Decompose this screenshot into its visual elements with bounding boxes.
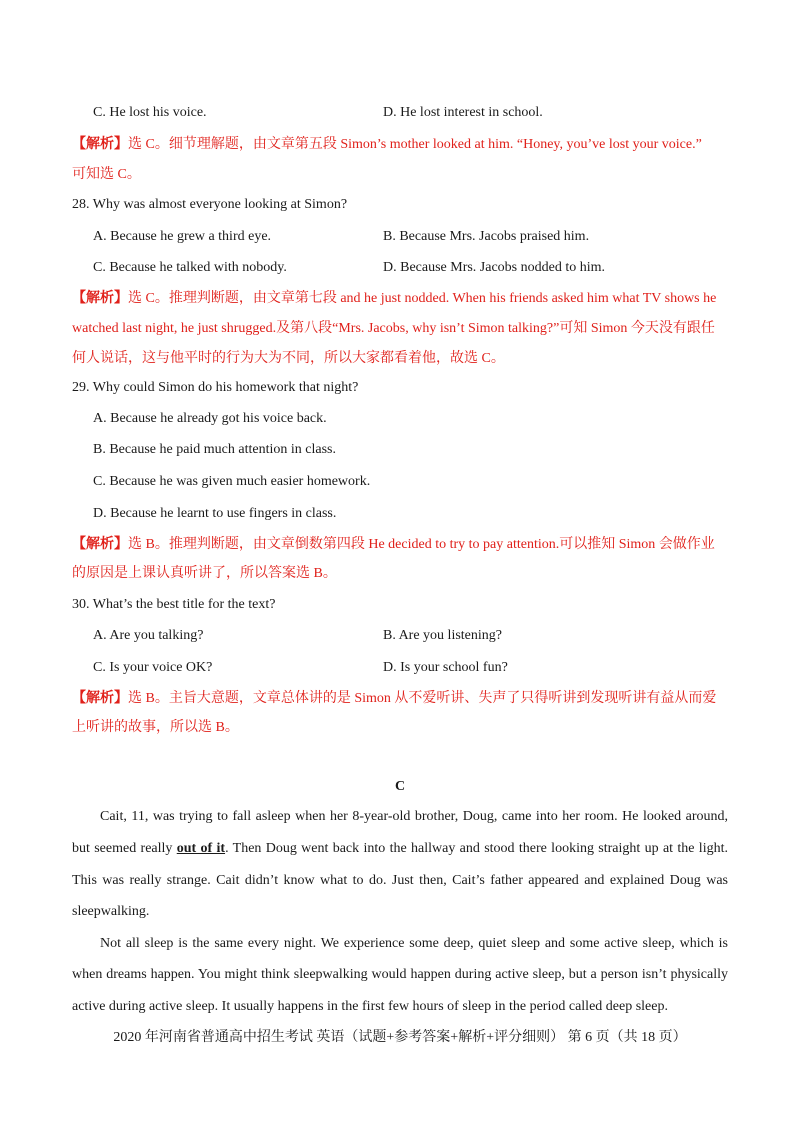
analysis-tag: 【解析】 — [72, 291, 128, 306]
passage-p1-line-1: Cait, 11, was trying to fall asleep when her 8-year-old brother, Doug, came into her room. He looked around, — [100, 809, 728, 824]
q29-stem: 29. Why could Simon do his homework that night? — [72, 380, 359, 395]
q30-option-d: D. Is your school fun? — [383, 660, 508, 675]
q28-analysis-line-2: watched last night, he just shrugged.及第八段“Mrs. Jacobs, why isn’t Simon talking?”可知 Simon 今天没有跟任 — [72, 321, 715, 336]
passage-p1-line-3: This was really strange. Cait didn’t know what to do. Just then, Cait’s father appeared and explained Doug was — [72, 873, 728, 888]
q30-analysis-line-2: 上听讲的故事，所以选 B。 — [72, 720, 239, 735]
q30-analysis-line-1 — [72, 690, 716, 708]
q29-option-b: B. Because he paid much attention in class. — [93, 442, 336, 457]
page-footer: 2020 年河南省普通高中招生考试 英语（试题+参考答案+解析+评分细则） 第 6 页（共 18 页） — [113, 1030, 687, 1045]
q30-option-a: A. Are you talking? — [93, 628, 204, 643]
analysis-tag: 【解析】 — [72, 537, 128, 552]
passage-text: but seemed really — [72, 841, 177, 856]
analysis-text: 选 C。细节理解题，由文章第五段 Simon’s mother looked at him. “Honey, you’ve lost your voice.” — [128, 137, 702, 152]
q30-option-c: C. Is your voice OK? — [93, 660, 213, 675]
q28-option-d: D. Because Mrs. Jacobs nodded to him. — [383, 260, 606, 275]
q30-option-b: B. Are you listening? — [383, 628, 502, 643]
analysis-tag: 【解析】 — [72, 137, 128, 152]
passage-p2-line-3: active during active sleep. It usually happens in the first few hours of sleep in the period called deep sleep. — [72, 999, 668, 1014]
underlined-phrase: out of it — [176, 841, 226, 856]
q28-analysis-line-3: 何人说话，这与他平时的行为大为不同，所以大家都看着他，故选 C。 — [72, 351, 505, 366]
q28-analysis-line-1 — [72, 290, 716, 308]
q27-option-d: D. He lost interest in school. — [383, 105, 543, 120]
q30-stem: 30. What’s the best title for the text? — [72, 597, 276, 612]
q28-option-a: A. Because he grew a third eye. — [93, 229, 272, 244]
passage-p2-line-1: Not all sleep is the same every night. We experience some deep, quiet sleep and some active sleep, which is — [100, 936, 728, 951]
q27-analysis-line-1 — [72, 136, 702, 154]
section-heading: C — [394, 779, 406, 794]
passage-p2-line-2: when dreams happen. You might think sleepwalking would happen during active sleep, but a person isn’t physically — [72, 967, 728, 982]
analysis-text: 选 B。推理判断题，由文章倒数第四段 He decided to try to pay attention.可以推知 Simon 会做作业 — [128, 537, 715, 552]
passage-p1-line-2 — [72, 840, 728, 858]
q29-analysis-line-2: 的原因是上课认真听讲了，所以答案选 B。 — [72, 566, 337, 581]
q29-option-c: C. Because he was given much easier homework. — [93, 474, 371, 489]
q28-option-b: B. Because Mrs. Jacobs praised him. — [383, 229, 590, 244]
passage-text: . Then Doug went back into the hallway and stood there looking straight up at the light. — [225, 841, 728, 856]
q29-analysis-line-1 — [72, 536, 715, 554]
analysis-text: 选 B。主旨大意题，文章总体讲的是 Simon 从不爱听讲、失声了只得听讲到发现听讲有益从而爱 — [128, 691, 717, 706]
q29-option-a: A. Because he already got his voice back. — [93, 411, 327, 426]
passage-p1-line-4: sleepwalking. — [72, 904, 150, 919]
analysis-text: 选 C。推理判断题，由文章第七段 and he just nodded. When his friends asked him what TV shows he — [128, 291, 717, 306]
q27-analysis-line-2: 可知选 C。 — [72, 167, 141, 182]
q28-stem: 28. Why was almost everyone looking at Simon? — [72, 197, 348, 212]
q29-option-d: D. Because he learnt to use fingers in class. — [93, 506, 337, 521]
q27-option-c: C. He lost his voice. — [93, 105, 207, 120]
q28-option-c: C. Because he talked with nobody. — [93, 260, 287, 275]
analysis-tag: 【解析】 — [72, 691, 128, 706]
